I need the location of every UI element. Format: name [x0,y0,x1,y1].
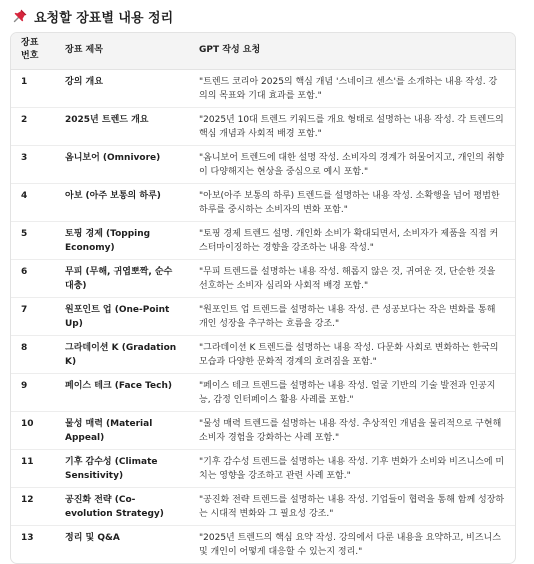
table-row [11,412,515,450]
slide-number-cell: 10 [11,412,55,450]
gpt-request-cell: "기후 감수성 트렌드를 설명하는 내용 작성. 기후 변화가 소비와 비즈니스에 미치는 영향을 강조하고 관련 사례 포함." [189,450,515,488]
slide-number-cell: 7 [11,298,55,336]
table-row [11,526,515,564]
gpt-request-cell: "옴니보어 트렌드에 대한 설명 작성. 소비자의 경계가 허물어지고, 개인의 취향이 다양해지는 현상을 중심으로 예시 포함." [189,146,515,184]
slide-title-cell: 그라데이션 K (Gradation K) [55,336,189,374]
gpt-request-cell: "2025년 10대 트렌드 키워드를 개요 형태로 설명하는 내용 작성. 각 트렌드의 핵심 개념과 사회적 배경 포함." [189,108,515,146]
slide-title-cell: 2025년 트렌드 개요 [55,108,189,146]
table-row [11,146,515,184]
slide-number-cell: 13 [21,533,34,543]
slide-title-cell: 공진화 전략 (Co-evolution Strategy) [55,488,189,526]
table-row [11,184,515,222]
gpt-request-cell: "아보(아주 보통의 하루) 트렌드를 설명하는 내용 작성. 소확행을 넘어 평범한 하루를 중시하는 소비자의 변화 포함." [189,184,515,222]
gpt-request-cell: "원포인트 업 트렌드를 설명하는 내용 작성. 큰 성공보다는 작은 변화를 통해 개인 성장을 추구하는 흐름을 강조." [189,298,515,336]
column-header-gpt-request: GPT 작성 요청 [189,33,515,70]
table-row [11,374,515,412]
slide-title-cell: 정리 및 Q&A [65,533,120,543]
slide-title-cell: 물성 매력 (Material Appeal) [55,412,189,450]
table-header-row [11,33,515,70]
slide-number-cell: 8 [11,336,55,374]
slide-number-cell: 3 [11,146,55,184]
slide-number-cell: 6 [11,260,55,298]
table-row [11,298,515,336]
slide-number-cell: 2 [11,108,55,146]
table-body [11,70,515,564]
section-heading [10,6,524,26]
table-row [11,222,515,260]
slide-title-cell: 페이스 테크 (Face Tech) [55,374,189,412]
slide-title-cell: 옴니보어 (Omnivore) [55,146,189,184]
slide-number-cell: 4 [11,184,55,222]
section-title: 요청할 장표별 내용 정리 [34,10,174,26]
gpt-request-cell: "그라데이션 K 트렌드를 설명하는 내용 작성. 다문화 사회로 변화하는 한국의 모습과 다양한 문화적 경계의 흐려짐을 포함." [189,336,515,374]
column-header-slide-title: 장표 제목 [55,33,189,70]
table-row [11,260,515,298]
slide-content-table [10,32,516,564]
slide-number-cell: 12 [11,488,55,526]
slide-title-cell: 아보 (아주 보통의 하루) [55,184,189,222]
slide-title-cell: 기후 감수성 (Climate Sensitivity) [55,450,189,488]
table-row [11,450,515,488]
table-row [11,70,515,108]
gpt-request-cell: "2025년 트렌드의 핵심 요약 작성. 강의에서 다룬 내용을 요약하고, 비즈니스 및 개인이 어떻게 대응할 수 있는지 정리." [199,533,501,557]
slide-number-cell: 5 [11,222,55,260]
gpt-request-cell: "페이스 테크 트렌드를 설명하는 내용 작성. 얼굴 기반의 기술 발전과 인공지능, 감정 인터페이스 활용 사례를 포함." [189,374,515,412]
slide-number-cell: 9 [11,374,55,412]
slide-title-cell: 원포인트 업 (One-Point Up) [55,298,189,336]
table-row [11,108,515,146]
column-header-slide-number: 장표 번호 [11,33,55,70]
table-row [11,488,515,526]
gpt-request-cell: "물성 매력 트렌드를 설명하는 내용 작성. 추상적인 개념을 물리적으로 구현해 소비자 경험을 강화하는 사례 포함." [189,412,515,450]
slide-number-cell: 11 [11,450,55,488]
slide-title-cell: 토핑 경제 (Topping Economy) [55,222,189,260]
gpt-request-cell: "무피 트렌드를 설명하는 내용 작성. 해롭지 않은 것, 귀여운 것, 단순한 것을 선호하는 소비자 심리와 사회적 배경 포함." [189,260,515,298]
gpt-request-cell: "토핑 경제 트렌드 설명. 개인화 소비가 확대되면서, 소비자가 제품을 직접 커스터마이징하는 경향을 강조하는 내용 작성." [189,222,515,260]
gpt-request-cell: "트렌드 코리아 2025의 핵심 개념 '스네이크 센스'를 소개하는 내용 작성. 강의의 목표와 기대 효과를 포함." [189,70,515,108]
slide-title-cell: 강의 개요 [55,70,189,108]
pushpin-icon [12,8,28,24]
gpt-request-cell: "공진화 전략 트렌드를 설명하는 내용 작성. 기업들이 협력을 통해 함께 성장하는 시대적 변화와 그 필요성 강조." [189,488,515,526]
table-row [11,336,515,374]
slide-title-cell: 무피 (무해, 귀엽뽀짝, 순수대충) [55,260,189,298]
slide-number-cell: 1 [11,70,55,108]
